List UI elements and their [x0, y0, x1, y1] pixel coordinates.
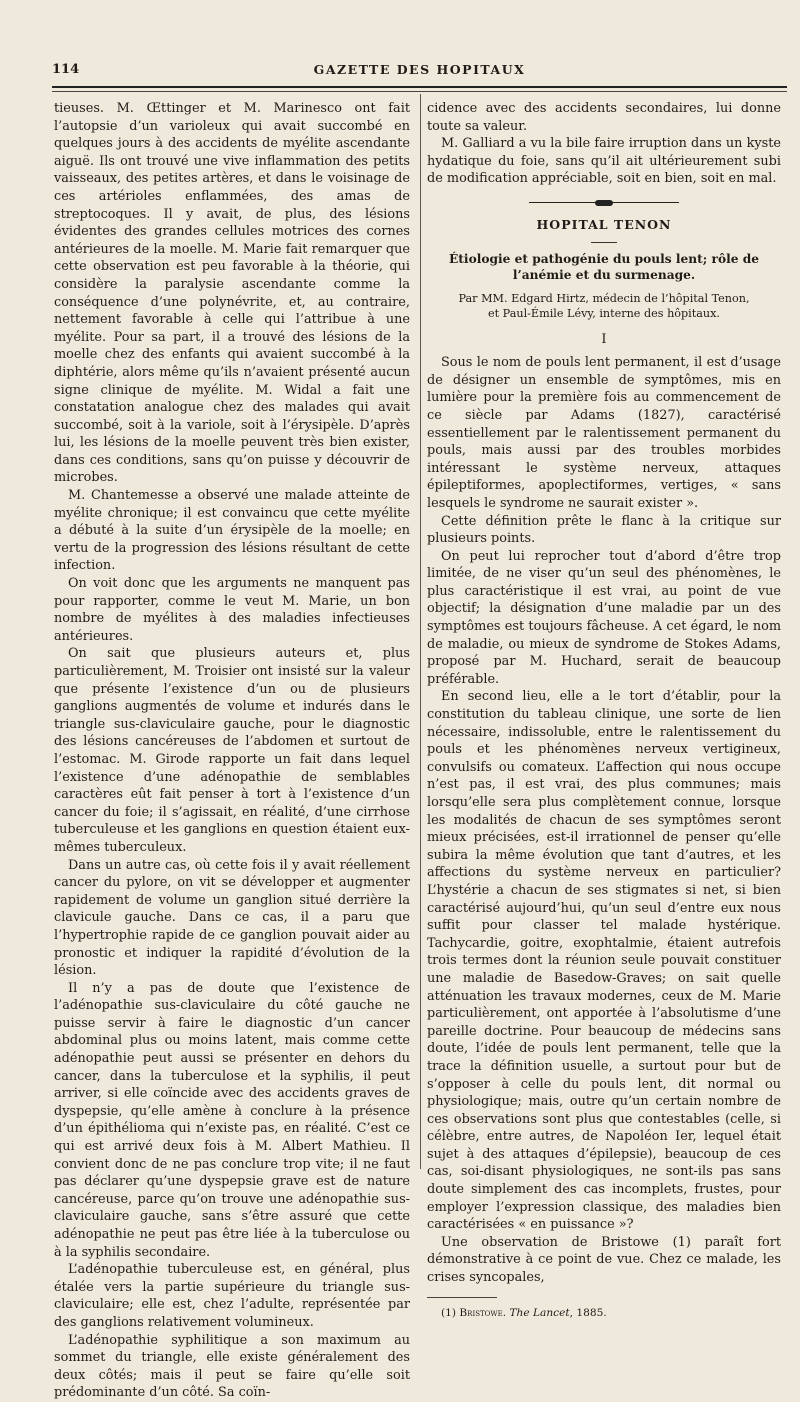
column-divider [420, 94, 421, 1169]
footnote-journal: The Lancet [509, 1306, 570, 1319]
paragraph: Il n’y a pas de doute que l’existence de l’adénopathie sus-claviculaire du côté gauche ne puisse servir à faire le diagnostic d’un cancer abdominal plus ou moins latent, mais comme cette adénopathie peut aussi se présenter en dehors du cancer, dans la tuberculose et la syphilis, il peut arriver, si elle coïncide avec des accidents graves de dyspepsie, qu’elle amène à conclure à la présence d’un épithélioma qui n’existe pas, en réalité. C’est ce qui est arrivé deux fois à M. Albert Mathieu. Il convient donc de ne pas conclure trop vite; il ne faut pas déclarer qu’une dyspepsie grave est de nature cancéreuse, parce qu’on trouve une adénopathie sus-claviculaire gauche, sans s’être assuré que cette adénopathie ne peut pas être liée à la tuberculose ou à la syphilis secondaire. [54, 980, 410, 1260]
paragraph: cidence avec des accidents secondaires, lui donne toute sa valeur. [427, 101, 781, 134]
paragraph: M. Chantemesse a observé une malade atteinte de myélite chronique; il est convaincu que cette myélite a débuté à la suite d’un érysipèle de la moelle; en vertu de la progression des lésions résultant de cette infection. [54, 488, 410, 574]
left-column [54, 100, 410, 1402]
footnote-author: Bristowe. [459, 1306, 507, 1319]
authors-line: Par MM. Edgard Hirtz, médecin de l’hôpital Tenon, [458, 291, 750, 305]
section-title: HOPITAL TENON [536, 216, 672, 232]
right-column [427, 100, 781, 1320]
paragraph: On voit donc que les arguments ne manquent pas pour rapporter, comme le veut M. Marie, un bon nombre de myélites à des maladies infectieuses antérieures. [54, 576, 410, 644]
paragraph: Dans un autre cas, où cette fois il y avait réellement cancer du pylore, on vit se développer et augmenter rapidement de volume un ganglion situé derrière la clavicule gauche. Dans ce cas, il a paru que l’hypertrophie rapide de ce ganglion pouvait aider au pronostic et indiquer la rapidité d’évolution de la lésion. [54, 857, 410, 979]
header-rule [52, 86, 787, 88]
article-authors [433, 291, 775, 321]
paragraph: Cette définition prête le flanc à la critique sur plusieurs points. [427, 513, 781, 547]
paragraph: Une observation de Bristowe (1) paraît fort démonstrative à ce point de vue. Chez ce malade, les crises syncopales, [427, 1234, 781, 1286]
paragraph: Sous le nom de pouls lent permanent, il est d’usage de désigner un ensemble de symptômes, mis en lumière pour la première fois au commencement de ce siècle par Adams (1827), caractérisé essentiellement par le ralentissement permanent du pouls, mais aussi par des troubles morbides intéressant le système nerveux, attaques épileptiformes, apoplectiformes, vertiges, « sans lesquels le syndrome ne saurait exister ». [427, 355, 781, 511]
header-rule-thin [52, 91, 787, 92]
short-rule [591, 242, 617, 243]
chapter-numeral: I [601, 331, 607, 347]
page-header [52, 62, 787, 84]
paragraph: L’adénopathie syphilitique a son maximum au sommet du triangle, elle existe généralement des deux côtés; mais il peut se faire qu’elle soit prédominante d’un côté. Sa coïn- [54, 1332, 410, 1401]
page-number: 114 [52, 62, 80, 77]
article-title: Étiologie et pathogénie du pouls lent; rôle de l’anémie et du surmenage. [449, 251, 759, 282]
running-title: GAZETTE DES HOPITAUX [313, 62, 526, 77]
paragraph: On sait que plusieurs auteurs et, plus particulièrement, M. Troisier ont insisté sur la valeur que présente l’existence d’un ou de plusieurs ganglions augmentés de volume et indurés dans le triangle sus-claviculaire gauche, pour le diagnostic des lésions cancéreuses de l’abdomen et surtout de l’estomac. M. Girode rapporte un fait dans lequel l’existence d’une adénopathie de semblables caractères eût fait penser à tort à l’existence d’un cancer du foie; il s’agissait, en réalité, d’une cirrhose tuberculeuse et les ganglions en question étaient eux-mêmes tuberculeux. [54, 646, 410, 855]
paragraph: L’adénopathie tuberculeuse est, en général, plus étalée vers la partie supérieure du triangle sus-claviculaire; elle est, chez l’adulte, représentée par des ganglions relativement volumineux. [54, 1262, 410, 1330]
paragraph: M. Galliard a vu la bile faire irruption dans un kyste hydatique du foie, sans qu’il ait ultérieurement subi de modification appréciable, soit en bien, soit en mal. [427, 136, 781, 187]
paragraph: tieuses. M. Œttinger et M. Marinesco ont fait l’autopsie d’un varioleux qui avait succombé en quelques jours à des accidents de myélite ascendante aiguë. Ils ont trouvé une vive inflammation des petits vaisseaux, des petites artères, et dans le voisinage de ces artérioles enflammées, des amas de streptocoques. Il y avait, de plus, des lésions évidentes des grandes cellules motrices des cornes antérieures de la moelle. M. Marie fait remarquer que cette observation est peu favorable à la théorie, qui considère la paralysie ascendante comme la conséquence d’une polynévrite, et, au contraire, nettement favorable à celle qui l’attribue à une myélite. Pour sa part, il a trouvé des lésions de la moelle chez des enfants qui avaient succombé à la diphtérie, alors même qu’ils n’avaient présenté aucun signe clinique de myélite. M. Widal a fait une constatation analogue chez des malades qui avait succombé, soit à la variole, soit à l’érysipèle. D’après lui, les lésions de la moelle peuvent très bien exister, dans ces conditions, sans qu’on puisse y découvrir de microbes. [54, 101, 410, 486]
paragraph: On peut lui reprocher tout d’abord d’être trop limitée, de ne viser qu’un seul des phénomènes, le plus caractéristique il est vrai, au point de vue objectif; la désignation d’une maladie par un des symptômes est toujours fâcheuse. A cet égard, le nom de maladie, ou mieux de syndrome de Stokes Adams, proposé par M. Huchard, serait de beaucoup préférable. [427, 548, 781, 687]
section-separator [529, 200, 679, 206]
footnote-year: , 1885. [569, 1306, 607, 1319]
footnote [427, 1306, 781, 1320]
footnote-rule [427, 1297, 497, 1298]
authors-line: et Paul-Émile Lévy, interne des hôpitaux. [488, 306, 720, 320]
paragraph: En second lieu, elle a le tort d’établir, pour la constitution du tableau clinique, une sorte de lien nécessaire, indissoluble, entre le ralentissement du pouls et les phénomènes nerveux vertigineux, convulsifs ou comateux. L’affection qui nous occupe n’est pas, il est vrai, des plus communes; mais lorsqu’elle sera plus complètement connue, lorsque les modalités de chacun de ses symptômes seront mieux précisées, est-il irrationnel de penser qu’elle subira la même évolution que tant d’autres, et les affections du système nerveux en particulier? L’hystérie a chacun de ses stigmates si net, si bien caractérisé aujourd’hui, qu’un seul d’entre eux nous suffit pour classer tel malade hystérique. Tachycardie, goitre, exophtalmie, étaient autrefois trois termes dont la réunion seule pouvait constituer une maladie de Basedow-Graves; on sait quelle atténuation les travaux modernes, ceux de M. Marie particulièrement, ont apportée à l’absolutisme d’une pareille doctrine. Pour beaucoup de médecins sans doute, l’idée de pouls lent permanent, telle que la trace la définition usuelle, a surtout pour but de s’opposer à celle du pouls lent, dit normal ou physiologique; mais, outre qu’un certain nombre de ces observations sont plus que contestables (celle, si célèbre, entre autres, de Napoléon Ier, lequel était sujet à des attaques d’épilepsie), beaucoup de ces cas, soi-disant physiologiques, ne sont-ils pas sans doute simplement des cas incomplets, frustes, pour employer l’expression classique, des maladies bien caractérisées « en puissance »? [427, 689, 781, 1233]
footnote-marker: (1) [441, 1306, 457, 1319]
